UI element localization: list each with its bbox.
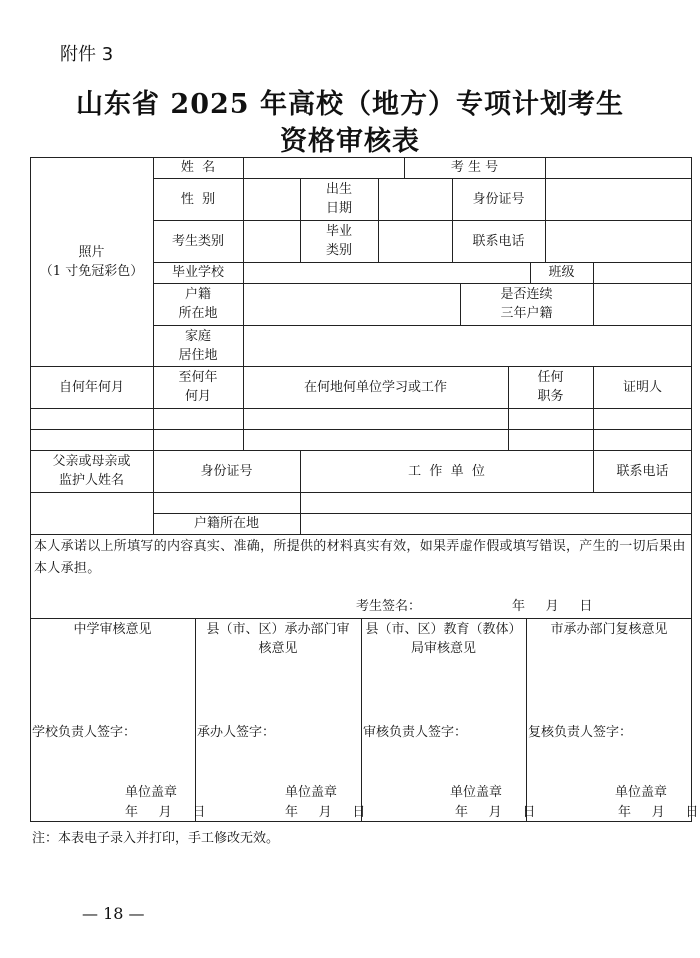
- gender-field[interactable]: [243, 178, 300, 220]
- grad-type-field[interactable]: [378, 220, 452, 262]
- review-title-city-office: 市承办部门复核意见: [550, 622, 668, 637]
- review-signer-county-edu: 审核负责人签字：: [363, 725, 468, 740]
- review-stamp-city-office: 单位盖章: [615, 785, 668, 800]
- name-field[interactable]: [243, 157, 404, 178]
- review-stamp-school: 单位盖章: [125, 785, 178, 800]
- class-label: 班级: [548, 265, 575, 280]
- footnote: 注：本表电子录入并打印，手工修改无效。: [32, 831, 280, 846]
- review-title-county-office: 县（市、区）承办部门审 核意见: [206, 622, 350, 656]
- hukou-field[interactable]: [243, 283, 460, 325]
- attachment-label: 附件 3: [60, 44, 114, 65]
- pledge-text: 本人承诺以上所填写的内容真实、准确，所提供的材料真实有效，如果弄虚作假或填写错误，产生的一切后果由本人承担。: [34, 539, 686, 576]
- review-title-county-edu: 县（市、区）教育（教体） 局审核意见: [365, 622, 522, 656]
- class-field[interactable]: [593, 262, 692, 283]
- guardian-name-header: 父亲或母亲或 监护人姓名: [52, 454, 131, 488]
- guardian-id-header: 身份证号: [200, 463, 253, 479]
- guardian-hukou-label: 户籍所在地: [193, 516, 259, 531]
- contact-phone-field[interactable]: [545, 220, 692, 262]
- review-date-city-office: 年 月 日: [618, 805, 699, 820]
- review-stamp-county-edu: 单位盖章: [450, 785, 503, 800]
- history-witness-header: 证明人: [622, 379, 662, 395]
- form-title: 山东省 2025 年高校（地方）专项计划考生: [76, 89, 624, 120]
- guardian-hukou-field[interactable]: [300, 513, 692, 534]
- history-to-header: 至何年 何月: [178, 370, 218, 404]
- review-signer-city-office: 复核负责人签字：: [528, 725, 633, 740]
- page-number: — 18 —: [82, 904, 145, 923]
- candidate-type-label: 考生类别: [171, 233, 224, 249]
- hukou-label: 户籍 所在地: [178, 287, 218, 321]
- review-title-school: 中学审核意见: [73, 622, 152, 637]
- review-signer-school: 学校负责人签字：: [32, 725, 137, 740]
- guardian-workplace-header: 工 作 单 位: [408, 463, 485, 479]
- form-subtitle: 资格审核表: [280, 126, 420, 157]
- grad-type-label: 毕业 类别: [325, 224, 352, 258]
- home-address-field[interactable]: [243, 325, 692, 366]
- pledge-sign-label: 考生签名：: [356, 599, 422, 614]
- review-date-county-office: 年 月 日: [285, 805, 366, 820]
- exam-number-label: 考 生 号: [450, 160, 499, 175]
- review-stamp-county-office: 单位盖章: [285, 785, 338, 800]
- home-address-label: 家庭 居住地: [178, 328, 218, 363]
- three-years-hukou-field[interactable]: [593, 283, 692, 325]
- guardian-phone-header: 联系电话: [616, 463, 669, 479]
- grad-school-label: 毕业学校: [171, 265, 224, 280]
- history-position-header: 任何 职务: [537, 370, 564, 404]
- gender-label: 性 别: [180, 191, 216, 207]
- photo-box-label: 照片 （1 寸免冠彩色）: [39, 244, 144, 279]
- history-row-2[interactable]: [30, 429, 692, 450]
- history-place-header: 在何地何单位学习或工作: [303, 379, 447, 395]
- grad-school-field[interactable]: [243, 262, 530, 283]
- review-date-county-edu: 年 月 日: [455, 805, 536, 820]
- three-years-hukou-label: 是否连续 三年户籍: [500, 287, 553, 321]
- birth-date-field[interactable]: [378, 178, 452, 220]
- history-from-header: 自何年何月: [58, 379, 124, 395]
- candidate-type-field[interactable]: [243, 220, 300, 262]
- name-label: 姓 名: [180, 160, 216, 175]
- birth-date-label: 出生 日期: [325, 182, 352, 216]
- pledge-date: 年 月 日: [512, 599, 593, 614]
- exam-number-field[interactable]: [545, 157, 692, 178]
- id-number-field[interactable]: [545, 178, 692, 220]
- contact-phone-label: 联系电话: [472, 233, 525, 249]
- review-date-school: 年 月 日: [125, 805, 206, 820]
- history-row-1[interactable]: [30, 408, 692, 429]
- id-number-label: 身份证号: [472, 191, 525, 207]
- review-signer-county-office: 承办人签字：: [197, 725, 276, 740]
